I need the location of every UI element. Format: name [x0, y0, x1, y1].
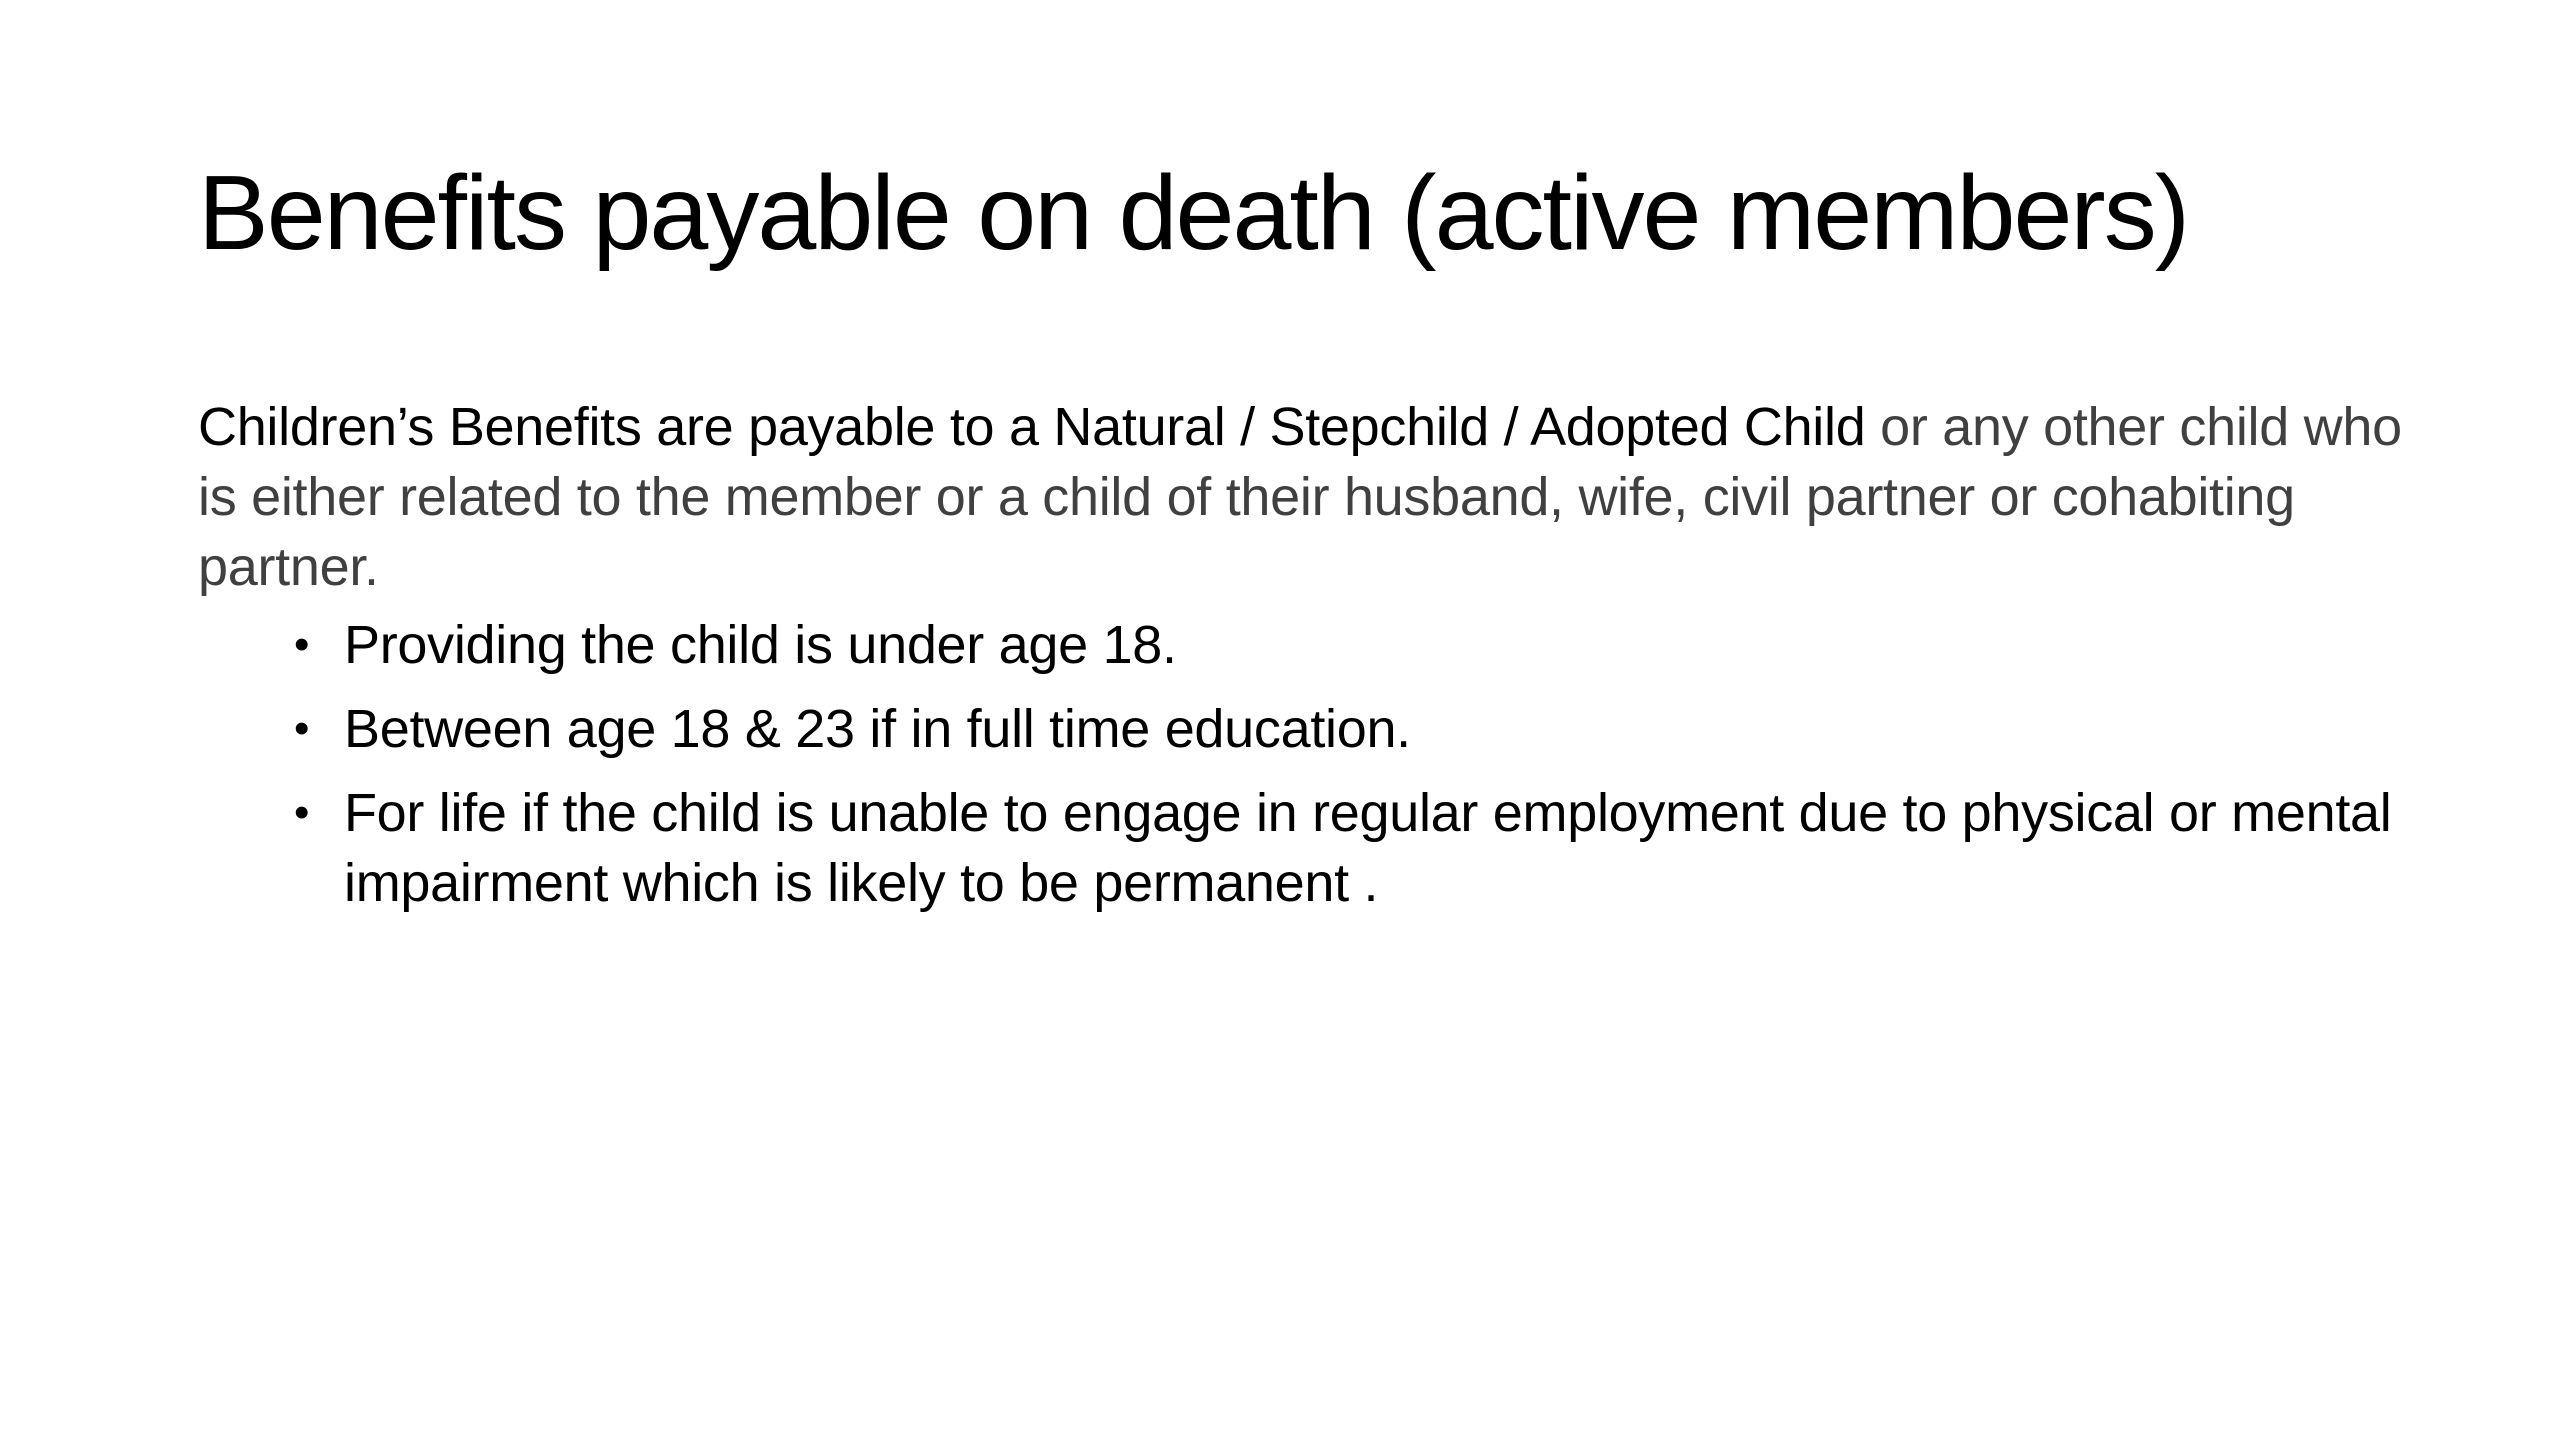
- bullet-item: [198, 610, 2428, 680]
- bullet-list: [198, 610, 2428, 918]
- bullet-text: For life if the child is unable to engage in regular employment due to physical or mental impairment which is likely to be permanent .: [344, 783, 2392, 913]
- slide-title: Benefits payable on death (active members): [198, 154, 2188, 272]
- bullet-point-icon: •: [294, 620, 310, 669]
- bullet-point-icon: •: [294, 788, 310, 837]
- bullet-item: [198, 694, 2428, 764]
- intro-paragraph: [198, 392, 2428, 602]
- bullet-item: [198, 778, 2428, 918]
- slide-body: [198, 392, 2428, 932]
- bullet-text: Between age 18 & 23 if in full time education.: [344, 699, 1411, 759]
- intro-text-primary: Children’s Benefits are payable to a Natural / Stepchild / Adopted Child: [198, 397, 1866, 457]
- intro-text-secondary: or any other child who is either related to the member or a child of their husband, wife, civil partner or cohabiting partner.: [198, 397, 2402, 597]
- bullet-text: Providing the child is under age 18.: [344, 615, 1177, 675]
- bullet-point-icon: •: [294, 704, 310, 753]
